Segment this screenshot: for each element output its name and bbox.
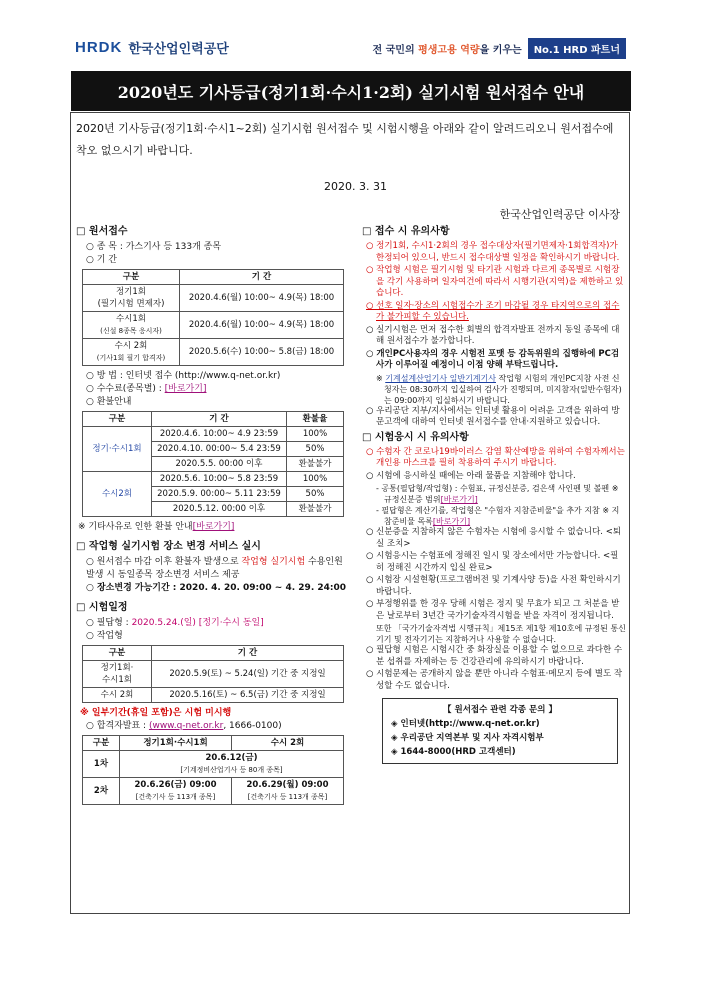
table-header: 구분 <box>83 736 120 751</box>
table-header: 구분 <box>83 270 180 285</box>
notice-item: ○ 선호 일자·장소의 시험접수가 조기 마감될 경우 타지역으로의 접수가 불가피할 수 있습니다. <box>366 300 620 322</box>
text: ○ 필답형 : <box>86 618 132 628</box>
table-row <box>83 688 344 703</box>
inquiry-box <box>382 698 618 764</box>
signer: 한국산업인력공단 이사장 <box>499 208 620 221</box>
left-column <box>76 225 354 809</box>
cell: 2020.5.12. 00:00 이후 <box>152 502 287 517</box>
cell: (기사1회 필기 합격자) <box>96 354 166 362</box>
notice-subitem <box>362 373 626 406</box>
section-title: □ 작업형 실기시험 장소 변경 서비스 실시 <box>76 541 261 552</box>
pc-link[interactable]: 기계설계산업기사 일반기계기사 <box>385 373 496 383</box>
notice-item: ○ 우리공단 지부/지사에서는 인터넷 활용이 어려운 고객을 위하여 방문고객에 대하여 인터넷 원서접수를 안내·지원하고 있습니다. <box>366 405 620 427</box>
notice-item: ○ 시험응시는 수험표에 정해진 일시 및 장소에서만 가능합니다. <필히 정해진 시간까지 입실 완료> <box>366 551 619 573</box>
fee-line <box>76 383 354 396</box>
notice-item: ○ 정기1회, 수시1·2회의 경우 접수대상자(필기면제자·1회합격자)가 한정되어 있으니, 반드시 접수대상별 일정을 확인하시기 바랍니다. <box>366 241 620 263</box>
table-row <box>83 751 344 778</box>
table-header: 구분 <box>83 646 152 661</box>
written-exam-line <box>76 617 354 630</box>
schedule-table <box>82 645 344 703</box>
notice-item: ○ 수험자 간 코로나19바이러스 감염 확산예방을 위하여 수험자께서는 개인용 마스크를 필히 착용하여 주시기 바랍니다. <box>366 446 625 468</box>
cell: 50% <box>287 442 344 457</box>
group-label: 수시2회 <box>83 472 152 517</box>
fee-label: ○ 수수료(종목별) : <box>86 384 165 394</box>
notice-item: ○ 작업형 시험은 필기시험 및 타기관 시험과 다르게 종목별로 시험장을 각기 사용하며 일자여건에 따라서 시행기관(지역)을 제한하고 있습니다. <box>366 265 624 298</box>
inquiry-phone: ◈ 1644-8000(HRD 고객센터) <box>391 747 516 757</box>
page-header <box>0 0 702 70</box>
cell: 2020.5.6. 10:00~ 5.8 23:59 <box>152 472 287 487</box>
table-header: 기 간 <box>152 646 344 661</box>
text: ※ <box>376 373 386 383</box>
cell: 2020.4.6. 10:00~ 4.9 23:59 <box>152 427 287 442</box>
practical-label: ○ 작업형 <box>86 631 123 641</box>
table-header: 기 간 <box>152 412 287 427</box>
table-row <box>83 472 344 487</box>
period-label: ○ 기 간 <box>86 255 117 265</box>
cell: 수시1회 <box>101 675 133 685</box>
pass-table <box>82 735 344 805</box>
section-title: □ 시험응시 시 유의사항 <box>362 431 469 443</box>
notice-item: ○ 부정행위를 한 경우 당해 시험은 정지 및 무효가 되고 그 처분을 받은 날로부터 3년간 국가기술자격시험을 받을 자격이 정지됩니다. <box>366 599 620 621</box>
slogan-text: 전 국민의 <box>372 45 419 56</box>
section-title: □ 접수 시 유의사항 <box>362 226 450 237</box>
refund-note <box>76 521 354 534</box>
cell: 100% <box>287 427 344 442</box>
text: - 공통(필답형/작업형) : 수험표, 규정신분증, 검은색 사인펜 및 볼펜 ※ 규정신분증 범위 <box>376 484 619 504</box>
text: ○ 합격자발표 : <box>86 721 149 731</box>
table-row <box>83 312 344 339</box>
notice-subitem: 또한 「국가기술자격법 시행규칙」제15조 제1항 제10호에 규정된 통신기기 및 전자기기는 지참하거나 사용할 수 없습니다. <box>376 624 626 644</box>
cell: 정기1회· <box>100 663 134 673</box>
period-table <box>82 269 344 366</box>
inquiry-web[interactable]: ◈ 인터넷(http://www.q-net.or.kr) <box>391 719 540 729</box>
slogan-badge: No.1 HRD 파트너 <box>528 38 626 59</box>
notice-subitem <box>362 483 626 505</box>
cell: 20.6.29(월) 09:00 <box>246 780 329 790</box>
table-header: 기 간 <box>180 270 344 285</box>
text: , 1666-0100) <box>223 721 282 731</box>
cell: 2020.4.6(월) 10:00~ 4.9(목) 18:00 <box>180 312 344 339</box>
slogan-text-end: 을 키우는 <box>479 45 522 56</box>
logo-mark: HRDK <box>75 39 123 56</box>
pass-announce-line <box>76 720 354 733</box>
cell: 2020.4.6(월) 10:00~ 4.9(목) 18:00 <box>180 285 344 312</box>
qnet-link[interactable]: (www.q-net.or.kr <box>148 721 224 731</box>
fee-link[interactable]: [바로가기] <box>164 384 207 394</box>
text: - 필답형은 계산기를, 작업형은 "수험자 지참준비물"을 추가 지참 ※ 지참준비물 목록 <box>376 506 620 526</box>
cell: 2020.5.6(수) 10:00~ 5.8(금) 18:00 <box>180 339 344 366</box>
table-header: 정기1회·수시1회 <box>120 736 232 751</box>
cell: 환불불가 <box>287 502 344 517</box>
highlight: 작업형 실기시험 <box>241 557 306 567</box>
cell: 수시 2회 <box>83 688 152 703</box>
group-label: 정기·수시1회 <box>83 427 152 472</box>
notice-item: ○ 실기시험은 먼저 접수한 회별의 합격자발표 전까지 동일 종목에 대해 원서접수가 불가합니다. <box>366 324 620 346</box>
table-row <box>83 339 344 366</box>
refund-table <box>82 411 344 517</box>
section-title: □ 원서접수 <box>76 226 128 237</box>
table-row <box>83 285 344 312</box>
cell: 2020.4.10. 00:00~ 5.4 23:59 <box>152 442 287 457</box>
section-title: □ 시험일정 <box>76 602 128 613</box>
subject-line: ○ 종 목 : 가스기사 등 133개 종목 <box>86 242 222 252</box>
refund-label: ○ 환불안내 <box>86 397 132 407</box>
id-link[interactable]: [바로가기] <box>440 495 478 504</box>
table-header: 구분 <box>83 412 152 427</box>
org-name: 한국산업인력공단 <box>128 42 229 57</box>
cell: 20.6.26(금) 09:00 <box>134 780 217 790</box>
refund-note-link[interactable]: [바로가기] <box>192 522 235 532</box>
supplies-link[interactable]: [바로가기] <box>432 517 471 526</box>
change-service-line <box>76 556 354 582</box>
notice-item: ○ 신분증을 지참하지 않은 수험자는 시험에 응시할 수 없습니다. <퇴실 조치> <box>366 527 622 549</box>
cell: [기계정비산업기사 등 80개 종목] <box>180 766 283 774</box>
cell: 2차 <box>83 778 120 805</box>
logo[interactable] <box>75 38 229 57</box>
notice-item: ○ 개인PC사용자의 경우 시험전 포맷 등 감독위원의 집행하에 PC검사가 이루어질 예정이니 이점 양해 부탁드립니다. <box>366 348 620 370</box>
table-header: 환불율 <box>287 412 344 427</box>
notice-item: ○ 시험에 응시하실 때에는 아래 물품을 지참해야 합니다. <box>366 470 576 481</box>
text: ○ 원서접수 마감 이후 환불자 발생으로 <box>86 557 242 567</box>
cell: 정기1회 <box>115 287 147 297</box>
highlight: 2020.5.24.(일) [정기·수시 동일] <box>131 618 264 628</box>
notice-item: ○ 시험문제는 공개하지 않을 뿐만 아니라 수험표·메모지 등에 별도 작성할 수도 없습니다. <box>366 669 623 691</box>
cell: 100% <box>287 472 344 487</box>
text: 수용인원 발생 시 동일종목 장소변경 서비스 제공 <box>86 557 343 580</box>
table-header: 수시 2회 <box>232 736 344 751</box>
cell: [건축기사 등 113개 종목] <box>135 793 216 801</box>
table-row <box>83 778 344 805</box>
refund-note-text: ※ 기타사유로 인한 환불 안내 <box>78 522 193 532</box>
inquiry-branch: ◈ 우리공단 지역본부 및 지사 자격시험부 <box>391 733 544 743</box>
cell: 2020.5.9. 00:00~ 5.11 23:59 <box>152 487 287 502</box>
cell: 20.6.12(금) <box>205 753 258 763</box>
right-column <box>362 225 626 764</box>
notice-item: ○ 필답형 시험은 시험시간 중 화장실을 이용할 수 없으므로 과다한 수분 섭취를 자제하는 등 건강관리에 유의하시기 바랍니다. <box>366 645 623 667</box>
page-title: 2020년도 기사등급(정기1회·수시1·2회) 실기시험 원서접수 안내 <box>71 71 631 111</box>
slogan-highlight: 평생고용 역량 <box>418 45 480 56</box>
slogan <box>373 38 627 59</box>
cell: 2020.5.16(토) ~ 6.5(금) 기간 중 지정일 <box>152 688 344 703</box>
cell: 50% <box>287 487 344 502</box>
cell: [건축기사 등 113개 종목] <box>247 793 328 801</box>
text: 작업형 시험의 개인PC지참 사전 신청자는 08:30까지 입실하여 검사가 진행되며, 미지참자(일반수험자)는 09:00까지 입실하시기 바랍니다. <box>384 373 622 405</box>
cell: 2020.5.5. 00:00 이후 <box>152 457 287 472</box>
table-row <box>83 661 344 688</box>
intro-text: 2020년 기사등급(정기1회·수시1~2회) 실기시험 원서접수 및 시험시행을 아래와 같이 알려드리오니 원서접수에 착오 없으시기 바랍니다. <box>76 122 614 157</box>
notice-subitem <box>362 505 626 527</box>
notice-item: ○ 시험장 시설현황(프로그램버전 및 기계사양 등)을 사전 확인하시기 바랍니다. <box>366 575 621 597</box>
cell: (필기시험 면제자) <box>97 299 165 309</box>
cell: 수시1회 <box>115 314 147 324</box>
warning-line: ※ 일부기간(휴일 포함)은 시험 미시행 <box>80 708 232 718</box>
cell: (신설 8종목 응시자) <box>100 327 162 335</box>
table-row <box>83 427 344 442</box>
cell: 1차 <box>83 751 120 778</box>
change-period-line: ○ 장소변경 가능기간 : 2020. 4. 20. 09:00 ~ 4. 29. 24:00 <box>86 583 347 593</box>
inquiry-title: 【 원서접수 관련 각종 문의 】 <box>443 705 557 715</box>
cell: 2020.5.9(토) ~ 5.24(일) 기간 중 지정일 <box>152 661 344 688</box>
cell: 환불불가 <box>287 457 344 472</box>
cell: 수시 2회 <box>114 341 148 351</box>
notice-date: 2020. 3. 31 <box>324 180 387 193</box>
method-line: ○ 방 법 : 인터넷 접수 (http://www.q-net.or.kr) <box>86 371 281 381</box>
